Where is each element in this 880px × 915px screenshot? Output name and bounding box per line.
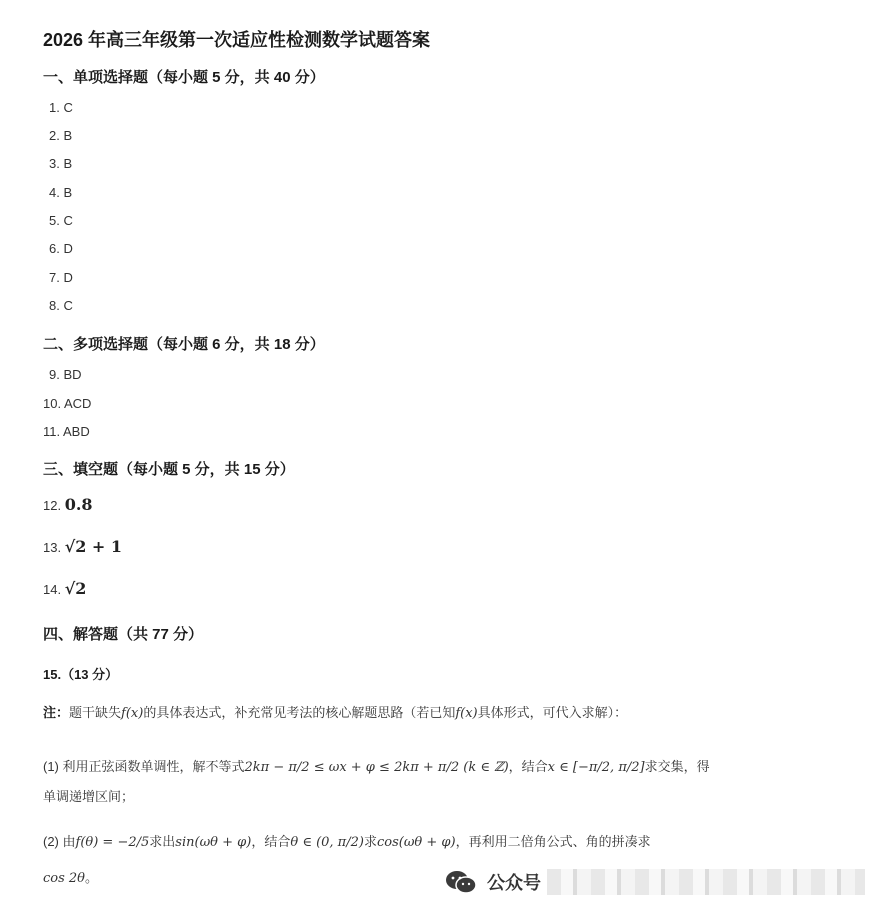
answer-item: 1. C — [49, 100, 73, 115]
part-2-continuation — [43, 867, 98, 886]
question-number: 12. — [43, 498, 62, 513]
function-value-formula: f(θ) = −2/5 — [75, 835, 150, 850]
part-1-text: (1) 利用正弦函数单调性，解不等式 — [43, 759, 245, 774]
question-number: 14. — [43, 582, 62, 597]
part-1-text: ，结合 — [508, 759, 548, 774]
note-text: 的具体表达式，补充常见考法的核心解题思路（若已知 — [143, 705, 456, 720]
part-2-text: 求 — [363, 834, 377, 849]
section-fill-blank: 三、填空题（每小题 5 分，共 15 分） — [43, 461, 295, 478]
question-15-heading: 15.（13 分） — [43, 667, 119, 682]
part-2-paragraph — [43, 831, 651, 850]
function-symbol: f(x) — [121, 706, 144, 721]
interval-formula: x ∈ [−π/2, π/2] — [547, 760, 645, 775]
wechat-watermark — [445, 862, 865, 902]
wechat-icon — [445, 869, 477, 895]
answer-value: √2 — [64, 579, 87, 598]
theta-interval: θ ∈ (0, π/2) — [290, 835, 364, 850]
answer-value: √2 + 1 — [64, 537, 123, 556]
part-2-text: ，结合 — [251, 834, 291, 849]
answer-item: 2. B — [49, 128, 73, 143]
part-2-text: (2) 由 — [43, 834, 76, 849]
fill-answer-13 — [43, 537, 122, 556]
answer-item: 4. B — [49, 185, 73, 200]
section-single-choice: 一、单项选择题（每小题 5 分，共 40 分） — [43, 69, 325, 86]
note-paragraph — [43, 702, 627, 721]
function-symbol: f(x) — [455, 706, 478, 721]
section-multiple-choice: 二、多项选择题（每小题 6 分，共 18 分） — [43, 336, 325, 353]
inequality-formula: 2kπ − π/2 ≤ ωx + φ ≤ 2kπ + π/2 (k ∈ ℤ) — [244, 760, 509, 775]
answer-item: 10. ACD — [43, 396, 92, 411]
answer-item: 6. D — [49, 241, 73, 256]
blurred-account-name — [547, 869, 865, 895]
fill-answer-14 — [43, 579, 86, 598]
question-number: 13. — [43, 540, 62, 555]
part-2-text: ，再利用二倍角公式、角的拼凑求 — [455, 834, 651, 849]
section-free-response: 四、解答题（共 77 分） — [43, 626, 204, 643]
cosine-expression: cos(ωθ + φ) — [376, 835, 456, 850]
note-text: 题干缺失 — [69, 705, 122, 720]
answer-item: 11. ABD — [43, 424, 90, 439]
part-1-text: 求交集，得 — [644, 759, 710, 774]
fill-answer-12 — [43, 495, 93, 514]
note-label: 注： — [43, 705, 70, 720]
answer-value: 0.8 — [64, 495, 93, 514]
part-1-continuation: 单调递增区间； — [43, 789, 135, 804]
sine-expression: sin(ωθ + φ) — [175, 835, 252, 850]
answer-item: 5. C — [49, 213, 73, 228]
watermark-text: 公众号 — [487, 873, 541, 893]
answer-item: 7. D — [49, 270, 73, 285]
answer-item: 3. B — [49, 156, 73, 171]
part-2-text: 求出 — [149, 834, 176, 849]
answer-item: 8. C — [49, 298, 73, 313]
answer-item: 9. BD — [49, 367, 82, 382]
part-1-paragraph — [43, 756, 710, 775]
page-title: 2026 年高三年级第一次适应性检测数学试题答案 — [43, 30, 431, 50]
part-2-text: 。 — [85, 870, 99, 885]
double-angle-expression: cos 2θ — [43, 871, 86, 886]
note-text: 具体形式，可代入求解）： — [477, 705, 628, 720]
